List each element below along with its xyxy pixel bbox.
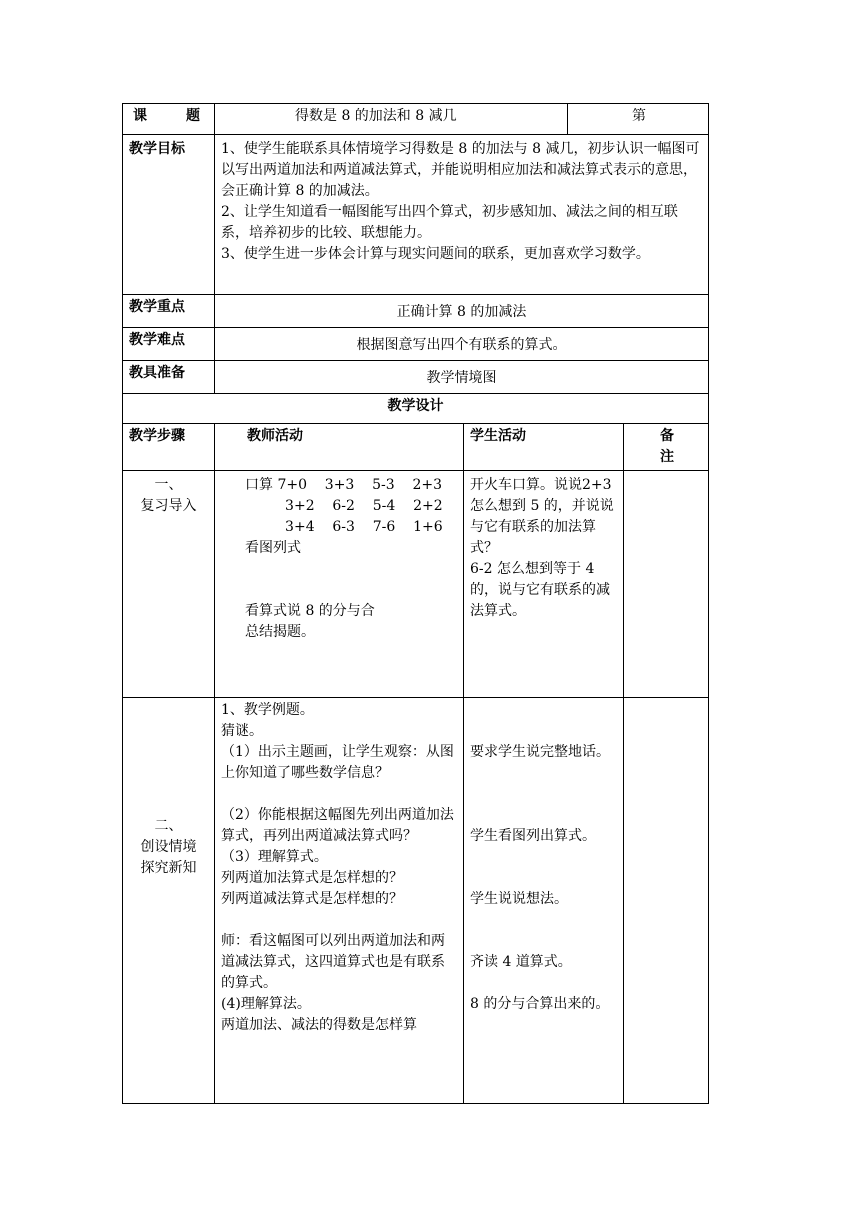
teacher-line: （2）你能根据这幅图先列出两道加法算式，再列出两道减法算式吗？ — [221, 807, 454, 844]
step2-label-text-2: 探究新知 — [140, 860, 197, 876]
topic-row — [123, 104, 709, 135]
spacer — [470, 847, 617, 868]
student-line: 6-2 怎么想到等于 4 的，说与它有联系的减法算式。 — [470, 561, 610, 619]
key-point-row — [123, 295, 709, 328]
teacher-line: 总结揭题。 — [245, 624, 315, 640]
teacher-line: 3+2 6-2 5-4 2+2 — [245, 498, 443, 514]
col-note-header-text: 备注 — [660, 428, 696, 465]
col-student-header: 学生活动 — [464, 424, 624, 471]
student-item: 学生说说想法。 — [470, 891, 568, 907]
teacher-line: 列两道减法算式是怎样想的？ — [221, 891, 403, 907]
step1-label-num: 一、 — [154, 477, 183, 493]
spacer — [470, 910, 617, 931]
difficulty-row — [123, 328, 709, 361]
spacer — [470, 868, 617, 889]
step2-student — [464, 698, 624, 1104]
student-item: 学生看图列出算式。 — [470, 828, 596, 844]
key-point-value: 正确计算 8 的加减法 — [215, 295, 709, 328]
teacher-line: 1、教学例题。 — [221, 702, 314, 718]
student-line: 开火车口算。说说2+3 怎么想到 5 的，并说说与它有联系的加法算式？ — [470, 477, 614, 556]
col-teacher-header: 教师活动 — [215, 424, 464, 471]
lesson-plan-table — [122, 103, 709, 1104]
difficulty-label: 教学难点 — [123, 328, 215, 361]
teacher-line: 看图列式 — [245, 540, 301, 556]
step2-label — [123, 698, 215, 1104]
teacher-line: 3+4 6-3 7-6 1+6 — [245, 519, 443, 535]
spacer — [470, 931, 617, 952]
design-title: 教学设计 — [123, 394, 709, 424]
spacer — [470, 805, 617, 826]
step1-student — [464, 471, 624, 698]
student-item: 齐读 4 道算式。 — [470, 954, 572, 970]
step1-note — [624, 471, 709, 698]
spacer — [245, 580, 457, 601]
teacher-line: 口算 7+0 3+3 5-3 2+3 — [245, 477, 443, 493]
difficulty-value: 根据图意写出四个有联系的算式。 — [215, 328, 709, 361]
teacher-line: (4)理解算法。 — [221, 996, 311, 1012]
step1-label-text: 复习导入 — [140, 498, 197, 514]
goal-2: 2、让学生知道看一幅图能写出四个算式，初步感知加、减法之间的相互联系，培养初步的比较、联想能力。 — [221, 204, 678, 241]
lesson-plan — [122, 103, 708, 1104]
goal-3: 3、使学生进一步体会计算与现实问题间的联系，更加喜欢学习数学。 — [221, 246, 650, 262]
step2-row — [123, 698, 709, 1104]
step2-label-text-1: 创设情境 — [140, 839, 197, 855]
goals-row — [123, 135, 709, 295]
spacer — [245, 559, 457, 580]
materials-value: 教学情境图 — [215, 361, 709, 394]
teacher-line: 猜谜。 — [221, 723, 263, 739]
col-note-header — [624, 424, 709, 471]
goals-content — [215, 135, 709, 295]
student-item: 要求学生说完整地话。 — [470, 744, 610, 760]
period-label: 第 — [568, 104, 709, 135]
teacher-line: （1）出示主题画，让学生观察：从图上你知道了哪些数学信息？ — [221, 744, 454, 781]
step1-label — [123, 471, 215, 698]
spacer — [470, 973, 617, 994]
goals-label: 教学目标 — [123, 135, 215, 295]
teacher-line: 列两道加法算式是怎样想的？ — [221, 870, 403, 886]
column-header-row — [123, 424, 709, 471]
student-item: 8 的分与合算出来的。 — [470, 996, 610, 1012]
topic-value: 得数是 8 的加法和 8 减几 — [215, 104, 568, 135]
spacer — [470, 784, 617, 805]
teacher-line: （3）理解算式。 — [221, 849, 328, 865]
materials-row — [123, 361, 709, 394]
topic-label: 课 题 — [123, 104, 215, 135]
step1-row — [123, 471, 709, 698]
key-point-label: 教学重点 — [123, 295, 215, 328]
materials-label: 教具准备 — [123, 361, 215, 394]
teacher-line: 两道加法、减法的得数是怎样算 — [221, 1017, 417, 1033]
step2-note — [624, 698, 709, 1104]
goal-1: 1、使学生能联系具体情境学习得数是 8 的加法与 8 减几，初步认识一幅图可以写出两道加法和两道减法算式，并能说明相应加法和减法算式表示的意思，会正确计算 8 的加减法。 — [221, 141, 700, 199]
spacer — [221, 784, 457, 805]
col-step-header: 教学步骤 — [123, 424, 215, 471]
step2-teacher — [215, 698, 464, 1104]
step2-label-num: 二、 — [154, 818, 183, 834]
teacher-line: 师：看这幅图可以列出两道加法和两道减法算式，这四道算式也是有联系的算式。 — [221, 933, 445, 991]
teacher-line: 看算式说 8 的分与合 — [245, 603, 375, 619]
spacer — [221, 910, 457, 931]
step1-teacher — [215, 471, 464, 698]
spacer — [470, 763, 617, 784]
design-title-row — [123, 394, 709, 424]
